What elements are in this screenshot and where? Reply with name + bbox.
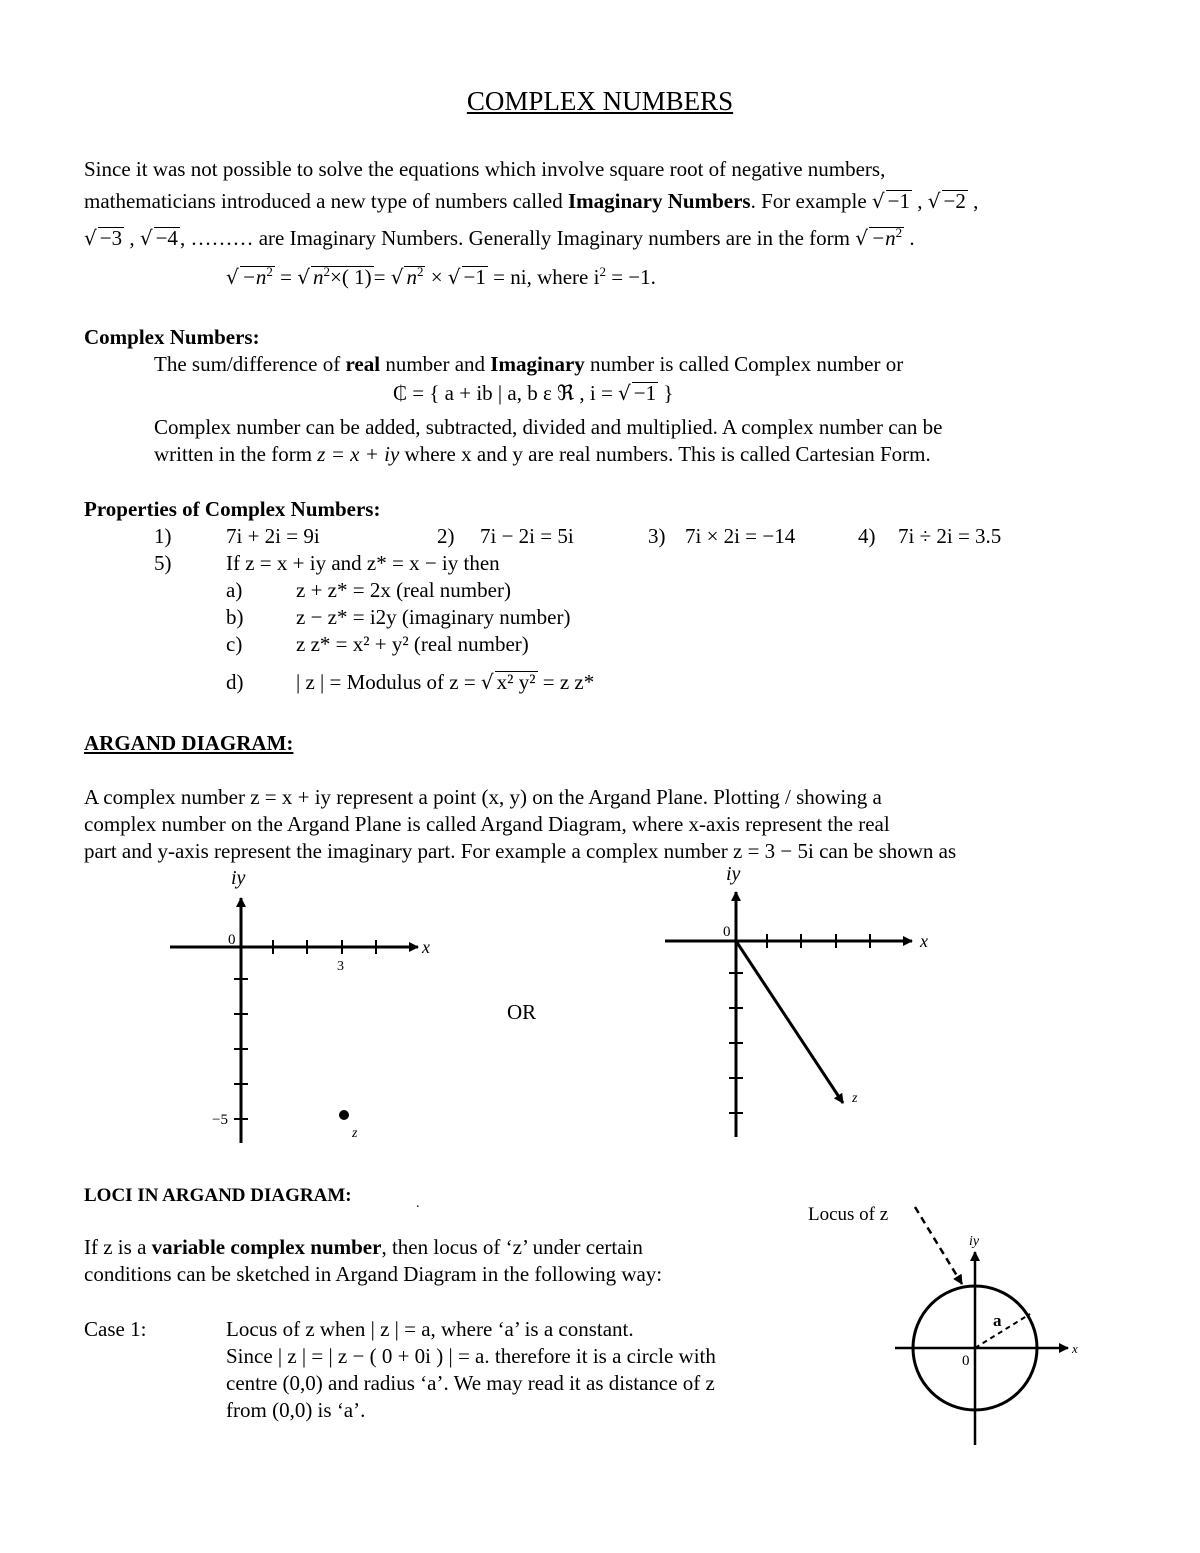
case-1-line-1: Locus of z when | z | = a, where ‘a’ is a constant. [226,1317,634,1341]
locus-y-label: iy [969,1234,980,1249]
argand-line-2: complex number on the Argand Plane is called Argand Diagram, where x-axis represent the real [84,812,890,836]
left-y-tick-label: −5 [212,1112,228,1128]
right-y-label: iy [726,863,741,885]
property-a: z + z* = 2x (real number) [296,578,511,602]
property-3-label: 3) [648,524,666,548]
complex-line-1: The sum/difference of real number and Imaginary number is called Complex number or [154,352,904,376]
left-point-z [339,1110,349,1120]
property-b: z − z* = i2y (imaginary number) [296,605,571,629]
property-d-label: d) [226,670,244,694]
argand-diagram-right [665,863,928,1137]
property-5: If z = x + iy and z* = x − iy then [226,551,500,575]
property-2-label: 2) [437,524,455,548]
locus-radius-label: a [993,1311,1002,1330]
loci-line-1: If z is a variable complex number, then locus of ‘z’ under certain [84,1235,643,1259]
right-origin-label: 0 [723,924,731,940]
property-c: z z* = x² + y² (real number) [296,632,529,656]
locus-label: Locus of z [808,1204,889,1225]
or-label: OR [507,1000,537,1024]
property-a-label: a) [226,578,243,602]
property-1-label: 1) [154,524,172,548]
locus-pointer-arrow [915,1207,962,1284]
case-1-line-2: Since | z | = | z − ( 0 + 0i ) | = a. therefore it is a circle with [226,1344,716,1368]
intro-line-1: Since it was not possible to solve the equations which involve square root of negative numbers, [84,157,886,181]
argand-line-1: A complex number z = x + iy represent a point (x, y) on the Argand Plane. Plotting / showing a [84,785,882,809]
complex-heading: Complex Numbers: [84,325,260,349]
argand-line-3: part and y-axis represent the imaginary part. For example a complex number z = 3 − 5i can be shown as [84,839,957,863]
property-4: 7i ÷ 2i = 3.5 [898,524,1002,548]
right-x-label: x [920,931,928,951]
property-4-label: 4) [858,524,876,548]
complex-line-2: Complex number can be added, subtracted, divided and multiplied. A complex number can be [154,415,943,439]
property-5-label: 5) [154,551,172,575]
argand-heading: ARGAND DIAGRAM: [84,731,294,755]
left-x-label: x [422,937,430,957]
property-1: 7i + 2i = 9i [226,524,320,548]
property-3: 7i × 2i = −14 [685,524,796,548]
page-title: COMPLEX NUMBERS [466,86,734,116]
complex-line-3: written in the form z = x + iy where x and y are real numbers. This is called Cartesian Form. [154,442,931,466]
locus-radius [975,1314,1030,1348]
property-d: | z | = Modulus of z = √ x² y² = z z* [296,670,595,694]
left-y-label: iy [231,867,246,889]
property-2: 7i − 2i = 5i [480,524,574,548]
property-b-label: b) [226,605,244,629]
right-vector-z [736,941,843,1103]
property-c-label: c) [226,632,243,656]
intro-formula: √ $-n^2$ = √ $n^2\times$( 1)= √ $n^2$ × √ −1 = ni, where $i^2 = -1$. [226,264,656,289]
loci-heading: LOCI IN ARGAND DIAGRAM: [84,1185,352,1206]
loci-line-2: conditions can be sketched in Argand Diagram in the following way: [84,1262,663,1286]
left-x-tick-label: 3 [337,959,344,974]
intro-line-3: √ −3 , √ −4, ……… are Imaginary Numbers. Generally Imaginary numbers are in the form √ $-n^2$ . [84,225,915,250]
left-origin-label: 0 [228,932,236,948]
properties-heading: Properties of Complex Numbers: [84,497,381,521]
loci-dot: . [416,1196,420,1211]
locus-x-label: x [1072,1341,1078,1356]
right-vector-label: z [852,1091,858,1106]
case-1-line-3: centre (0,0) and radius ‘a’. We may read it as distance of z [226,1371,715,1395]
left-point-label: z [352,1126,358,1141]
complex-set-definition: ₵ = { a + ib | a, b ε ℜ , i = √ −1 } [393,381,674,405]
argand-diagram-left [170,867,430,1143]
locus-diagram [808,1204,1078,1445]
intro-line-2: mathematicians introduced a new type of numbers called Imaginary Numbers. For example √ −1 , √ −2 , [84,189,979,213]
case-1-line-4: from (0,0) is ‘a’. [226,1398,366,1422]
case-1-label: Case 1: [84,1317,147,1341]
locus-origin-label: 0 [962,1353,970,1369]
